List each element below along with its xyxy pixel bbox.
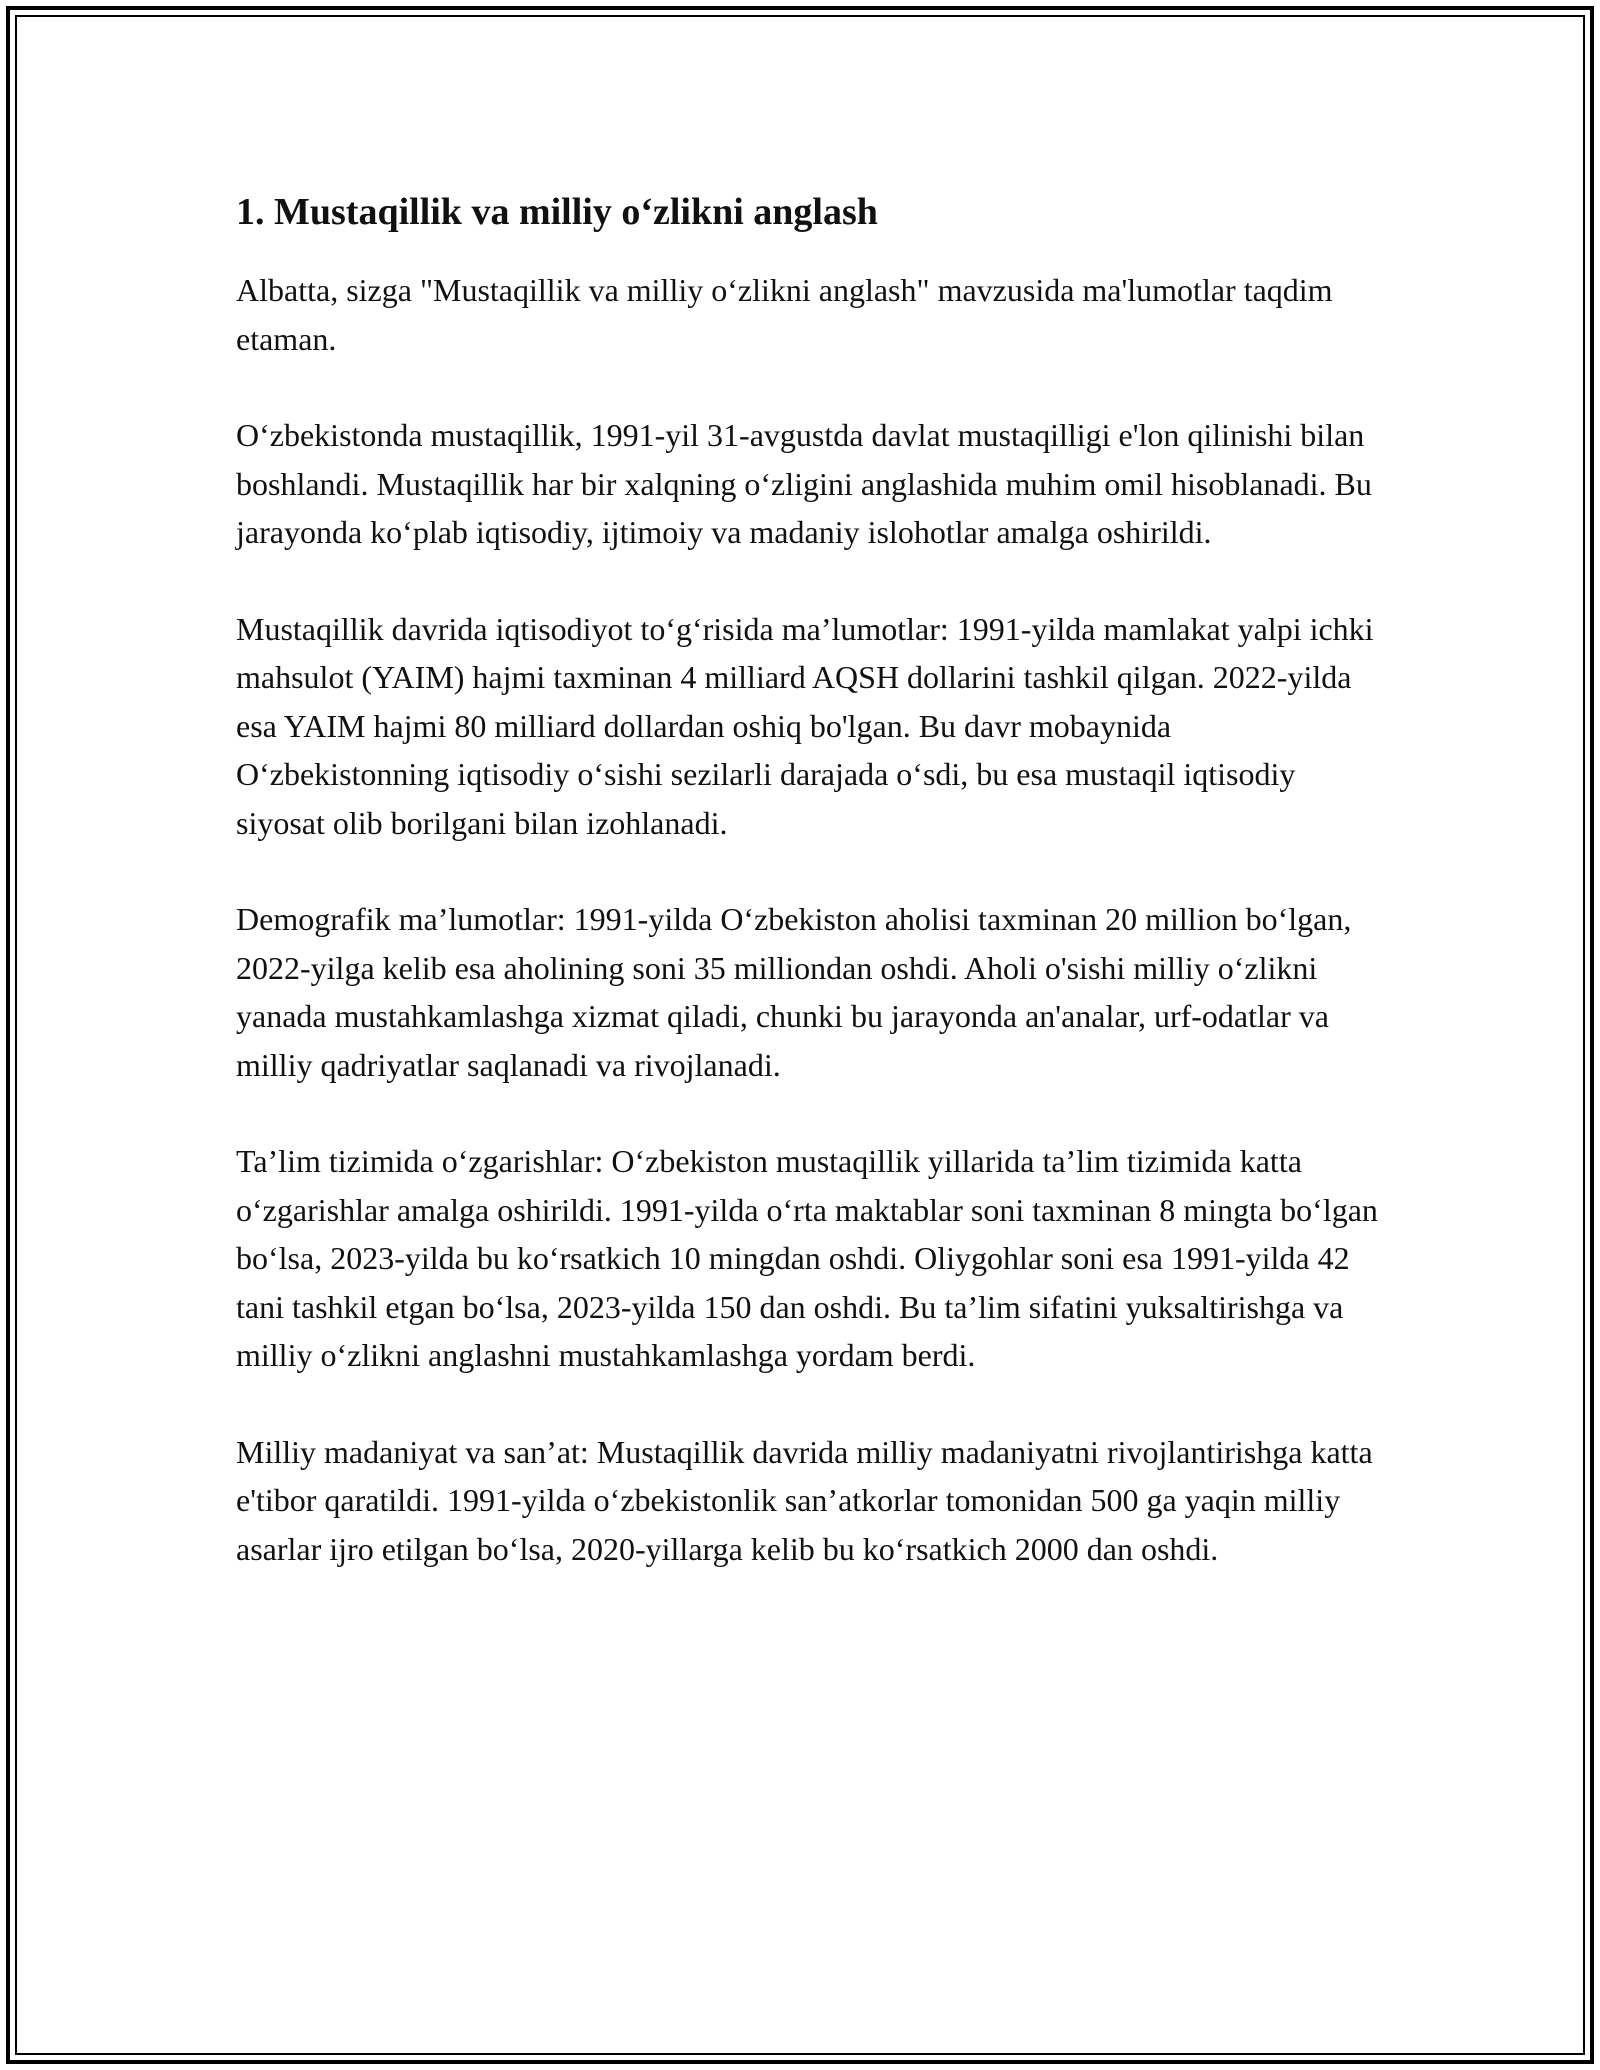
paragraph-demographics: Demografik ma’lumotlar: 1991-yilda O‘zbekiston aholisi taxminan 20 million bo‘lgan, 2022-yilga kelib esa aholining soni 35 milliondan oshdi. Aholi o'sishi milliy o‘zlikni yanada mustahkamlashga xizmat qiladi, chunki bu jarayonda an'analar, urf-odatlar va milliy qadriyatlar saqlanadi va rivojlanadi. (236, 901, 1352, 1083)
paragraph-culture: Milliy madaniyat va san’at: Mustaqillik davrida milliy madaniyatni rivojlantirishga katta e'tibor qaratildi. 1991-yilda o‘zbekistonlik san’atkorlar tomonidan 500 ga yaqin milliy asarlar ijro etilgan bo‘lsa, 2020-yillarga kelib bu ko‘rsatkich 2000 dan oshdi. (236, 1433, 1373, 1567)
paragraph-independence: O‘zbekistonda mustaqillik, 1991-yil 31-avgustda davlat mustaqilligi e'lon qilinishi bilan boshlandi. Mustaqillik har bir xalqning o‘zligini anglashida muhim omil hisoblanadi. Bu jarayonda ko‘plab iqtisodiy, ijtimoiy va madaniy islohotlar amalga oshirildi. (236, 417, 1372, 550)
section-heading: 1. Mustaqillik va milliy o‘zlikni anglash (236, 191, 878, 233)
paragraph-intro: Albatta, sizga "Mustaqillik va milliy o‘zlikni anglash" mavzusida ma'lumotlar taqdim etaman. (236, 272, 1333, 357)
paragraph-education: Ta’lim tizimida o‘zgarishlar: O‘zbekiston mustaqillik yillarida ta’lim tizimida katta o‘zgarishlar amalga oshirildi. 1991-yilda o‘rta maktablar soni taxminan 8 mingta bo‘lgan bo‘lsa, 2023-yilda bu ko‘rsatkich 10 mingdan oshdi. Oliygohlar soni esa 1991-yilda 42 tani tashkil etgan bo‘lsa, 2023-yilda 150 dan oshdi. Bu ta’lim sifatini yuksaltirishga va milliy o‘zlikni anglashni mustahkamlashga yordam berdi. (236, 1143, 1378, 1373)
paragraph-economy: Mustaqillik davrida iqtisodiyot to‘g‘risida ma’lumotlar: 1991-yilda mamlakat yalpi ichki mahsulot (YAIM) hajmi taxminan 4 milliard AQSH dollarini tashkil qilgan. 2022-yilda esa YAIM hajmi 80 milliard dollardan oshiq bo'lgan. Bu davr mobaynida O‘zbekistonning iqtisodiy o‘sishi sezilarli darajada o‘sdi, bu esa mustaqil iqtisodiy siyosat olib borilgani bilan izohlanadi. (236, 610, 1374, 841)
document-body (236, 188, 1386, 1621)
